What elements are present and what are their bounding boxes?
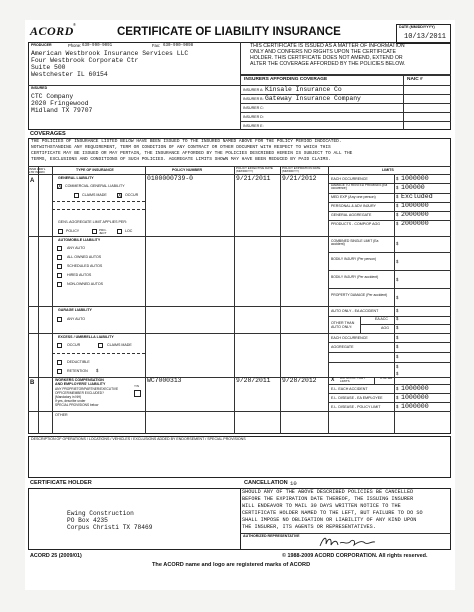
dollar-sign: $ (396, 335, 399, 340)
excess-claims-made-label: CLAIMS MADE (107, 343, 132, 347)
wc-statutory-mark: X (331, 377, 335, 383)
auto-option: SCHEDULED AUTOS (67, 264, 103, 268)
gl-limit-value: 1000000 (401, 202, 429, 209)
signature-icon (318, 534, 378, 550)
authorized-rep-label: AUTHORIZED REPRESENTATIVE (243, 534, 300, 538)
insurer-d-label: INSURER D: (243, 115, 264, 119)
insurer-b-label: INSURER B: (243, 97, 264, 101)
certificate-notice: ALTER THE COVERAGE AFFORDED BY THE POLICIES BELOW. (250, 61, 406, 67)
garage-any-auto-checkbox[interactable] (57, 317, 62, 322)
wc-other-label: OTH- ER (380, 376, 393, 380)
garage-title: GARAGE LIABILITY (58, 308, 92, 312)
wc-limit-label: E.L. DISEASE - EA EMPLOYEE (331, 396, 383, 400)
date-label: DATE (MM/DD/YYYY) (399, 25, 435, 29)
coverages-notice: NOTWITHSTANDING ANY REQUIREMENT, TERM OR CONDITION OF ANY CONTRACT OR OTHER DOCUMENT WITH RESPECT TO WHICH THIS (31, 145, 331, 150)
deductible-label: DEDUCTIBLE (67, 360, 90, 364)
cancellation-line: WILL ENDEAVOR TO MAIL 30 DAYS WRITTEN NOTICE TO THE (242, 503, 401, 509)
loc-checkbox[interactable] (117, 229, 122, 234)
dollar-sign: $ (396, 212, 399, 217)
wc-line: If yes, describe under (55, 399, 86, 403)
producer-line: American Westbrook Insurance Services LLC (31, 50, 189, 57)
wc-line: AND EMPLOYERS' LIABILITY (55, 382, 106, 386)
dollar-sign: $ (396, 194, 399, 199)
cancellation-label: CANCELLATION (244, 480, 288, 486)
gl-limit-value: 1000000 (401, 175, 429, 182)
coverages-notice: TERMS, EXCLUSIONS AND CONDITIONS OF SUCH POLICIES. AGGREGATE LIMITS SHOWN MAY HAVE BEEN REDUCED BY PAID CLAIMS. (31, 157, 331, 162)
insurer-e-label: INSURER E: (243, 124, 264, 128)
insurer-b-name: Gateway Insurance Company (265, 95, 361, 102)
trademark-notice: The ACORD name and logo are registered marks of ACORD (152, 562, 311, 568)
non-owned-autos-checkbox[interactable] (57, 282, 62, 287)
deductible-checkbox[interactable] (57, 360, 62, 365)
auto-limit-label: COMBINED SINGLE LIMIT (Ea accident) (331, 239, 379, 247)
holder-line: Ewing Construction (67, 510, 134, 517)
garage-limit-label: AGG (381, 326, 389, 330)
wc-line: WORKERS COMPENSATION (55, 378, 104, 382)
auto-limit-label: PROPERTY DAMAGE (Per accident) (331, 293, 388, 297)
cancellation-line: SHOULD ANY OF THE ABOVE DESCRIBED POLICIES BE CANCELLED (242, 489, 414, 495)
auto-option: ALL OWNED AUTOS (67, 255, 102, 259)
cancellation-line: BEFORE THE EXPIRATION DATE THEREOF, THE ISSUING INSURER (242, 496, 414, 502)
gl-limit-label: PERSONAL & ADV INJURY (331, 204, 376, 208)
certificate-notice: HOLDER. THIS CERTIFICATE DOES NOT AMEND, EXTEND OR (250, 55, 403, 61)
retention-checkbox[interactable] (57, 369, 62, 374)
auto-limit-label: BODILY INJURY (Per person) (331, 257, 376, 261)
dollar-sign: $ (396, 277, 399, 282)
certificate-holder-label: CERTIFICATE HOLDER (30, 480, 92, 486)
wc-limit-value: 1000000 (401, 385, 429, 392)
copyright: © 1988-2009 ACORD CORPORATION. All rights reserved. (282, 553, 428, 559)
policy-checkbox[interactable] (58, 229, 63, 234)
occur-checkbox[interactable]: X (118, 193, 122, 199)
loc-option: LOC (125, 229, 133, 233)
gl-effective-date: 9/21/2011 (236, 175, 271, 182)
dollar-sign: $ (396, 386, 399, 391)
insured-label: INSURED (31, 86, 48, 90)
wc-limit-label: E.L. EACH ACCIDENT (331, 387, 368, 391)
dollar-sign: $ (396, 404, 399, 409)
gl-limit-label: MED EXP (Any one person) (331, 195, 376, 199)
gl-limit-value: 100000 (401, 184, 425, 191)
certificate-notice: THIS CERTIFICATE IS ISSUED AS A MATTER OF INFORMATION (250, 43, 405, 49)
producer-line: Westchester IL 60154 (31, 71, 108, 78)
gl-limit-value: 2000000 (401, 220, 429, 227)
gl-limit-label: EACH OCCURRENCE (331, 177, 368, 181)
dollar-sign: $ (396, 241, 399, 246)
description-box (28, 436, 451, 478)
auto-title: AUTOMOBILE LIABILITY (58, 238, 101, 242)
gl-limit-label: GENERAL AGGREGATE (331, 213, 372, 217)
excess-occur-label: OCCUR (67, 343, 81, 347)
wc-line: ANY PROPRIETOR/PARTNER/EXECUTIVE (55, 387, 119, 391)
dollar-sign: $ (396, 176, 399, 181)
insured-line: 2020 Fringewood (31, 100, 89, 107)
wc-yn-label: Y/N (134, 384, 140, 388)
insurers-header: INSURERS AFFORDING COVERAGE (244, 77, 328, 82)
all-owned-autos-checkbox[interactable] (57, 255, 62, 260)
naic-label: NAIC # (407, 77, 423, 82)
insurer-a-name: Kinsale Insurance Co (265, 86, 342, 93)
excess-limit-label: EACH OCCURRENCE (331, 336, 368, 340)
certificate-notice: ONLY AND CONFERS NO RIGHTS UPON THE CERTIFICATE (250, 49, 396, 55)
gl-limit-label: PRODUCTS - COMP/OP AGG (331, 222, 381, 226)
excess-limit-label: AGGREGATE (331, 345, 354, 349)
insured-line: Midland TX 79707 (31, 107, 93, 114)
wc-line: SPECIAL PROVISIONS below (55, 403, 99, 407)
wc-policy-number: WC7000313 (147, 377, 182, 384)
project-checkbox[interactable] (92, 229, 97, 234)
col-header-ltr: INSR ADD'L LTR INSRD (29, 167, 46, 174)
wc-limit-label: E.L. DISEASE - POLICY LIMIT (331, 405, 381, 409)
gl-insurer-letter: A (30, 178, 35, 184)
dollar-sign: $ (396, 221, 399, 226)
dollar-sign: $ (396, 344, 399, 349)
col-header-eff: POLICY EFFECTIVE DATE (MM/DD/YY) (236, 166, 273, 173)
other-label: OTHER (55, 413, 68, 417)
dollar-sign: $ (396, 364, 399, 369)
wc-effective-date: 9/28/2011 (236, 377, 271, 384)
claims-made-label: CLAIMS MADE (82, 193, 107, 197)
col-header-limits: LIMITS (382, 168, 394, 172)
coverages-notice: THE POLICIES OF INSURANCE LISTED BELOW HAVE BEEN ISSUED TO THE INSURED NAMED ABOVE FOR THE POLICY PERIOD INDICATED. (31, 139, 342, 144)
scheduled-autos-checkbox[interactable] (57, 264, 62, 269)
cancellation-line: SHALL IMPOSE NO OBLIGATION OR LIABILITY OF ANY KIND UPON (242, 517, 417, 523)
cgl-checkbox[interactable]: X (58, 184, 62, 190)
hired-autos-checkbox[interactable] (57, 273, 62, 278)
garage-limit-label: EA ACC (375, 317, 388, 321)
wc-line: (Mandatory in NH) (55, 395, 82, 399)
coverages-notice: CERTIFICATE MAY BE ISSUED OR MAY PERTAIN, THE INSURANCE AFFORDED BY THE POLICIES DESCRIBED HEREIN IS SUBJECT TO ALL THE (31, 151, 353, 156)
gl-expiration-date: 9/21/2012 (282, 175, 317, 182)
dollar-sign: $ (396, 354, 399, 359)
producer-phone-label: Phone: (68, 43, 82, 48)
project-option: PRO-JECT (99, 228, 107, 235)
insured-line: CTC Company (31, 93, 74, 100)
garage-limit-label: OTHER THAN AUTO ONLY: (331, 321, 355, 329)
holder-line: PO Box 4235 (67, 517, 108, 524)
registered-icon: ® (73, 22, 76, 27)
dollar-sign: $ (96, 368, 99, 373)
producer-line: Suite 500 (31, 64, 66, 71)
dollar-sign: $ (396, 295, 399, 300)
col-header-type: TYPE OF INSURANCE (76, 168, 114, 172)
producer-fax: 630-990-9098 (163, 44, 194, 48)
wc-line: OFFICER/MEMBER EXCLUDED? (55, 391, 104, 395)
col-header-exp: POLICY EXPIRATION DATE (MM/DD/YY) (282, 166, 321, 173)
dollar-sign: $ (396, 185, 399, 190)
wc-limit-value: 1000000 (401, 394, 429, 401)
producer-line: Four Westbrook Corporate Ctr (31, 57, 139, 64)
gl-title: GENERAL LIABILITY (58, 176, 94, 180)
producer-fax-label: Fax: (152, 43, 161, 48)
excess-claims-made-checkbox[interactable] (98, 343, 103, 348)
cancellation-line: CERTIFICATE HOLDER NAMED TO THE LEFT, BUT FAILURE TO DO SO (242, 510, 423, 516)
wc-expiration-date: 9/28/2012 (282, 377, 317, 384)
wc-statutory-label: WC STATU- TORY LIMITS (340, 376, 366, 383)
gl-limit-value: Excluded (401, 193, 433, 200)
wc-insurer-letter: B (30, 380, 35, 386)
cgl-label: COMMERCIAL GENERAL LIABILITY (65, 184, 125, 188)
certificate-title: CERTIFICATE OF LIABILITY INSURANCE (117, 26, 341, 38)
dollar-sign: $ (396, 259, 399, 264)
any-auto-checkbox[interactable] (57, 246, 62, 251)
form-id: ACORD 25 (2009/01) (30, 553, 82, 559)
insurer-a-label: INSURER A: (243, 88, 264, 92)
auto-option: NON-OWNED AUTOS (67, 282, 104, 286)
wc-excluded-checkbox[interactable] (134, 390, 141, 397)
producer-label: PRODUCER (31, 43, 52, 47)
wc-limit-value: 1000000 (401, 403, 429, 410)
holder-box (28, 488, 241, 550)
date-value: 10/13/2011 (404, 33, 447, 41)
excess-occur-checkbox[interactable] (57, 343, 62, 348)
auto-limit-label: BODILY INJURY (Per accident) (331, 275, 379, 279)
cancellation-line: THE INSURER, ITS AGENTS OR REPRESENTATIVES. (242, 524, 376, 530)
occur-label: OCCUR (125, 193, 139, 197)
holder-line: Corpus Christi TX 78469 (67, 524, 153, 531)
producer-phone: 630-990-9091 (82, 44, 113, 48)
garage-limit-label: AUTO ONLY - EA ACCIDENT (331, 309, 379, 313)
claims-made-checkbox[interactable] (74, 193, 79, 198)
dollar-sign: $ (396, 316, 399, 321)
cancellation-days: 10 (290, 480, 297, 487)
dollar-sign: $ (396, 308, 399, 313)
acord-logo: ACORD (30, 24, 74, 38)
coverages-title: COVERAGES (30, 131, 66, 137)
dollar-sign: $ (396, 395, 399, 400)
retention-label: RETENTION (67, 369, 88, 373)
dollar-sign: $ (396, 371, 399, 376)
policy-option: POLICY (66, 229, 80, 233)
auto-option: HIRED AUTOS (67, 273, 92, 277)
dollar-sign: $ (396, 325, 399, 330)
gl-limit-label: DAMAGE TO RENTED PREMISES (Ea occurence) (331, 183, 388, 191)
garage-any-auto-label: ANY AUTO (67, 317, 86, 321)
description-label: DESCRIPTION OF OPERATIONS / LOCATIONS / VEHICLES / EXCLUSIONS ADDED BY ENDORSEMENT / SPECIAL PROVISIONS (31, 437, 246, 441)
insurer-c-label: INSURER C: (243, 106, 264, 110)
gl-policy-number: 0100000739-0 (147, 175, 194, 182)
auto-option: ANY AUTO (67, 246, 86, 250)
dollar-sign: $ (396, 203, 399, 208)
gl-limit-value: 2000000 (401, 211, 429, 218)
col-header-policy: POLICY NUMBER (172, 168, 203, 172)
excess-title: EXCESS / UMBRELLA LIABILITY (58, 335, 114, 339)
gl-agg-applies: GEN'L AGGREGATE LIMIT APPLIES PER: (58, 220, 127, 224)
